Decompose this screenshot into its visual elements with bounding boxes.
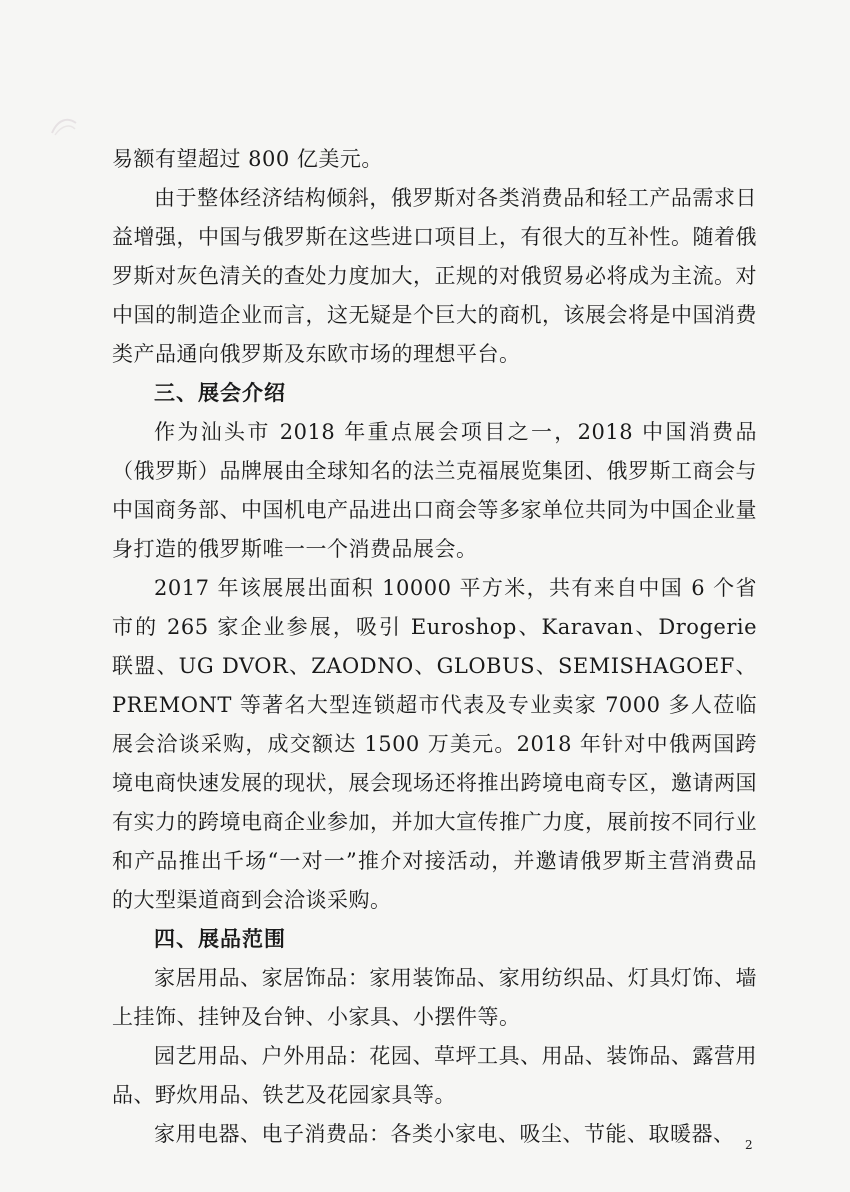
scan-artifact-mark: [50, 115, 78, 137]
paragraph-exhibition-intro: 作为汕头市 2018 年重点展会项目之一，2018 中国消费品（俄罗斯）品牌展由全球知名的法兰克福展览集团、俄罗斯工商会与中国商务部、中国机电产品进出口商会等多家单位共同为中国企业量身打造的俄罗斯唯一一个消费品展会。: [112, 420, 757, 561]
section-heading-exhibition-intro: 三、展会介绍: [154, 381, 286, 405]
paragraph-continuation: 易额有望超过 800 亿美元。: [112, 147, 383, 171]
paragraph-scope-garden: 园艺用品、户外用品：花园、草坪工具、用品、装饰品、露营用品、野炊用品、铁艺及花园家具等。: [112, 1044, 757, 1107]
paragraph-market-analysis: 由于整体经济结构倾斜，俄罗斯对各类消费品和轻工产品需求日益增强，中国与俄罗斯在这些进口项目上，有很大的互补性。随着俄罗斯对灰色清关的查处力度加大，正规的对俄贸易必将成为主流。对中国的制造企业而言，这无疑是个巨大的商机，该展会将是中国消费类产品通向俄罗斯及东欧市场的理想平台。: [112, 186, 757, 366]
document-body: [112, 140, 757, 1154]
paragraph-exhibition-stats: 2017 年该展展出面积 10000 平方米，共有来自中国 6 个省市的 265 家企业参展，吸引 Euroshop、Karavan、Drogerie 联盟、UG DVOR、ZAODNO、GLOBUS、SEMISHAGOEF、PREMONT 等著名大型连锁超市代表及专业卖家 7000 多人莅临展会洽谈采购，成交额达 1500 万美元。2018 年针对中俄两国跨境电商快速发展的现状，展会现场还将推出跨境电商专区，邀请两国有实力的跨境电商企业参加，并加大宣传推广力度，展前按不同行业和产品推出千场“一对一”推介对接活动，并邀请俄罗斯主营消费品的大型渠道商到会洽谈采购。: [112, 576, 757, 912]
page-number: 2: [745, 1138, 753, 1152]
paragraph-scope-household: 家居用品、家居饰品：家用装饰品、家用纺织品、灯具灯饰、墙上挂饰、挂钟及台钟、小家具、小摆件等。: [112, 966, 757, 1029]
paragraph-scope-electronics: 家用电器、电子消费品：各类小家电、吸尘、节能、取暖器、: [154, 1122, 735, 1146]
section-heading-exhibit-scope: 四、展品范围: [154, 927, 286, 951]
